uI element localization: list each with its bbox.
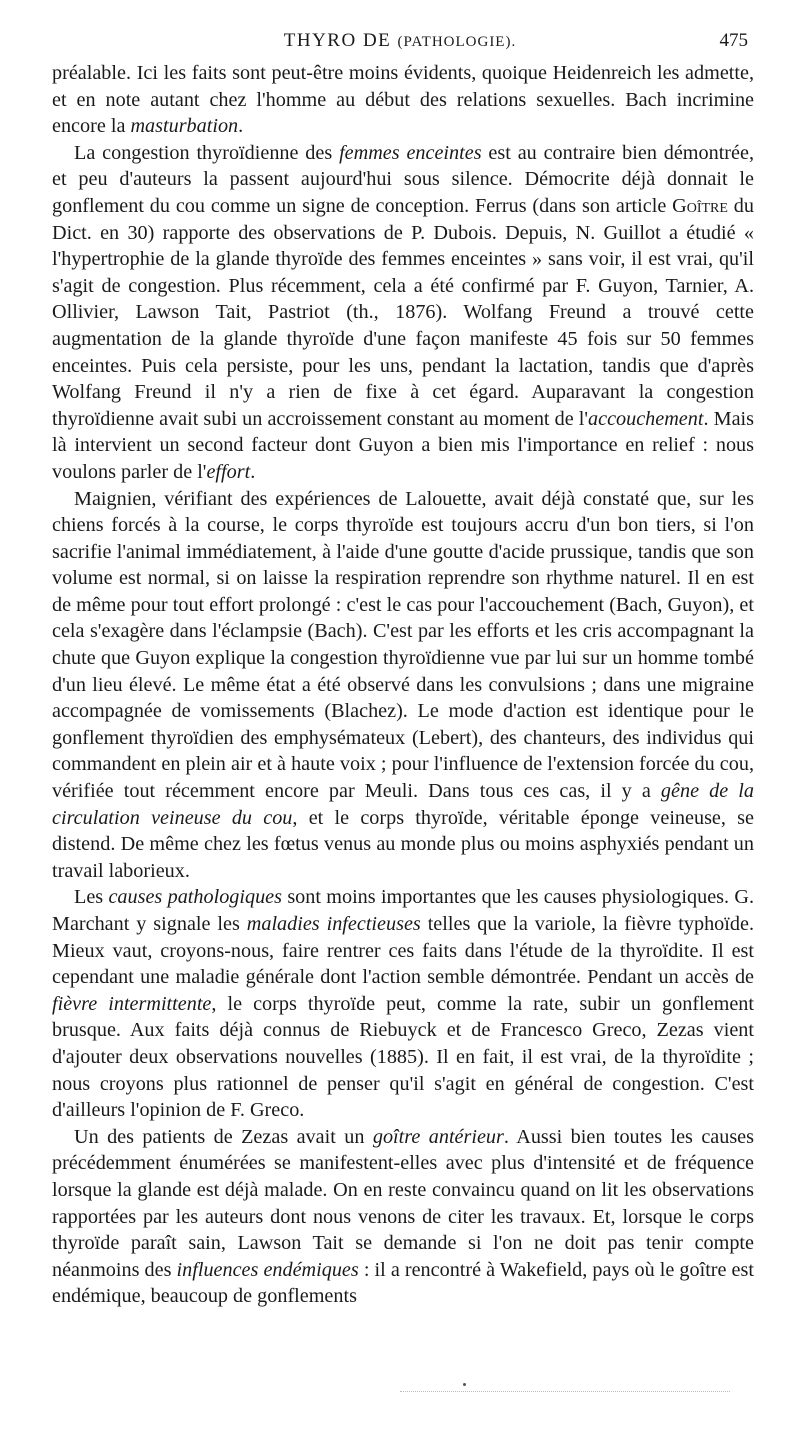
- italic-term: maladies infectieuses: [246, 913, 421, 935]
- paragraph-4: [52, 884, 754, 1123]
- running-head: [52, 30, 748, 56]
- text-run: : il a rencontré à Wakefield, pays où le goître est endémique, beaucoup de gonflements: [52, 1258, 754, 1308]
- text-run: .: [238, 115, 244, 138]
- text-run: .: [250, 460, 256, 483]
- italic-term: influences endémiques: [176, 1258, 359, 1281]
- paragraph-5: [52, 1124, 754, 1310]
- italic-term: masturbation: [130, 115, 239, 138]
- text-run: , et le corps thyroïde, véritable éponge veineuse, se distend. De même chez les fœtus venus au monde plus ou moins asphyxiés pendant un travail laborieux.: [52, 806, 754, 882]
- paragraph-2: [52, 140, 754, 486]
- text-run: La congestion thyroïdienne des: [74, 141, 340, 164]
- page-number: 475: [719, 30, 748, 51]
- text-run: Un des patients de Zezas avait un: [74, 1125, 373, 1148]
- text-run: Maignien, vérifiant des expériences de Lalouette, avait déjà constaté que, sur les chiens forcés à la course, le corps thyroïde est toujours accru d'un bon tiers, si l'on sacrifie l'animal immédiatement, à l'aide d'une goutte d'acide prussique, tandis que son volume est normal, si on laisse la respiration reprendre son rhythme naturel. Il en est de même pour tout effort prolongé : c'est le cas pour l'accouchement (Bach, Guyon), et cela s'exagère dans l'éclampsie (Bach). C'est par les efforts et les cris accompagnant la chute que Guyon explique la congestion thyroïdienne vue par lui sur un homme tombé d'un lieu élevé. Le même état a été observé dans les convulsions ; dans une migraine accompagnée de vomissements (Blachez). Le mode d'action est identique pour le gonflement thyroïdien des emphysémateux (Lebert), des chanteurs, des individus qui commandent en plein air et à haute voix ; pour l'influence de l'extension forcée du cou, vérifiée tout récemment encore par Meuli. Dans tous ces cas, il y a: [52, 487, 754, 803]
- italic-term: fièvre intermittente: [52, 992, 212, 1015]
- small-caps-term: Goître: [672, 194, 728, 217]
- running-title-main: THYRO DE: [283, 30, 392, 51]
- ink-speck: [463, 1383, 466, 1386]
- text-run: sont moins importantes que les causes physiologiques. G. Marchant y signale les: [52, 886, 754, 935]
- italic-term: effort: [206, 460, 251, 483]
- italic-term: accouchement: [588, 407, 704, 430]
- body-text: [52, 60, 754, 1310]
- text-run: . Aussi bien toutes les causes précédemment énumérées se manifestent-elles avec plus d'intensité et de fréquence lorsque la glande est déjà malade. On en reste convaincu quand on lit les observations rapportées par les auteurs dont nous venons de citer les travaux. Et, lorsque le corps thyroïde paraît sain, Lawson Tait se demande si l'on ne doit pas tenir compte néanmoins des: [52, 1125, 755, 1281]
- italic-term: gêne de la circulation veineuse du cou: [52, 780, 754, 829]
- text-run: Les: [74, 886, 109, 909]
- bleed-through-marks: [0, 1383, 800, 1403]
- paragraph-1: [52, 60, 754, 140]
- text-run: est au contraire bien démontrée, et peu d'auteurs la passent aujourd'hui sous silence. Démocrite déjà donnait le gonflement du cou comme un signe de conception. Ferrus (dans son article: [52, 141, 754, 217]
- text-run: telles que la variole, la fièvre typhoïde. Mieux vaut, croyons-nous, faire rentrer ces faits dans l'étude de la thyroïdite. Il est cependant une maladie générale dont l'action semble démontrée. Pendant un accès de: [52, 913, 754, 989]
- paragraph-3: [52, 486, 754, 885]
- text-run: préalable. Ici les faits sont peut-être moins évidents, quoique Heidenreich les admette, et en note autant chez l'homme au début des relations sexuelles. Bach incrimine encore la: [52, 62, 754, 138]
- running-title-sub: (PATHOLOGIE).: [397, 34, 517, 50]
- italic-term: femmes enceintes: [339, 141, 482, 164]
- text-run: du Dict. en 30) rapporte des observations de P. Dubois. Depuis, N. Guillot a étudié « l'hypertrophie de la glande thyroïde des femmes enceintes » sans voir, il est vrai, qu'il s'agit de congestion. Plus récemment, cela a été confirmé par F. Guyon, Tarnier, A. Ollivier, Lawson Tait, Pastriot (th., 1876). Wolfang Freund a trouvé cette augmentation de la glande thyroïde d'une façon manifeste 45 fois sur 50 femmes enceintes. Puis cela persiste, pour les uns, pendant la lactation, tandis que d'après Wolfang Freund il n'y a rien de fixe à cet égard. Auparavant la congestion thyroïdienne avait subi un accroissement constant au moment de l': [52, 194, 754, 430]
- text-run: . Mais là intervient un second facteur dont Guyon a bien mis l'importance en relief : nous voulons parler de l': [52, 407, 754, 483]
- text-run: , le corps thyroïde peut, comme la rate, subir un gonflement brusque. Aux faits déjà connus de Riebuyck et de Francesco Greco, Zezas vient d'ajouter deux observations nouvelles (1885). Il en fait, il est vrai, de la thyroïdite ; nous croyons plus rationnel de penser qu'il s'agit en général de congestion. C'est d'ailleurs l'opinion de F. Greco.: [52, 992, 754, 1122]
- bleed-through-line: [400, 1391, 730, 1393]
- italic-term: goître antérieur: [372, 1125, 504, 1148]
- running-title: [52, 30, 748, 52]
- italic-term: causes pathologiques: [108, 886, 282, 909]
